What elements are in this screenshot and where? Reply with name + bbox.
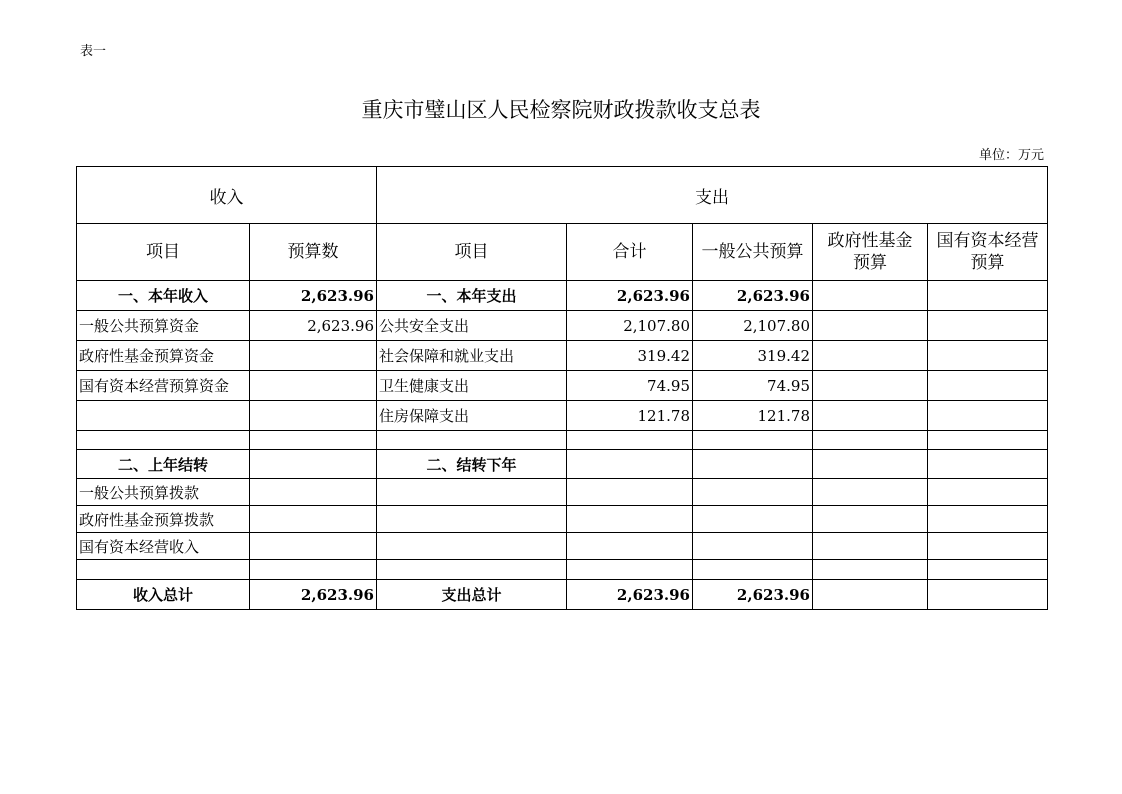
gov-fund-cell xyxy=(813,580,928,610)
gov-fund-cell xyxy=(813,533,928,560)
total-cell: 2,623.96 xyxy=(567,281,693,311)
state-capital-cell xyxy=(928,401,1048,431)
expense-item-cell: 支出总计 xyxy=(377,580,567,610)
income-value-cell xyxy=(250,431,377,450)
gov-fund-cell xyxy=(813,479,928,506)
total-cell xyxy=(567,560,693,580)
income-item-cell: 政府性基金预算拨款 xyxy=(77,506,250,533)
state-capital-cell xyxy=(928,371,1048,401)
budget-summary-table xyxy=(76,166,1048,610)
income-item-cell xyxy=(77,401,250,431)
total-cell: 2,623.96 xyxy=(567,580,693,610)
income-item-cell: 一般公共预算资金 xyxy=(77,311,250,341)
income-value-cell: 2,623.96 xyxy=(250,311,377,341)
header-row-sections xyxy=(77,167,1048,224)
table-row xyxy=(77,450,1048,479)
state-capital-cell xyxy=(928,533,1048,560)
total-cell: 121.78 xyxy=(567,401,693,431)
income-item-cell xyxy=(77,560,250,580)
table-row xyxy=(77,371,1048,401)
total-cell xyxy=(567,450,693,479)
income-value-cell xyxy=(250,401,377,431)
state-capital-cell xyxy=(928,560,1048,580)
table-row xyxy=(77,401,1048,431)
table-number-label: 表一 xyxy=(80,44,107,59)
income-value-cell xyxy=(250,479,377,506)
expense-item-cell: 社会保障和就业支出 xyxy=(377,341,567,371)
unit-label: 单位：万元 xyxy=(978,148,1044,163)
general-cell xyxy=(693,533,813,560)
income-value-cell xyxy=(250,533,377,560)
general-cell xyxy=(693,450,813,479)
col-gov-fund-line2: 预算 xyxy=(853,253,887,273)
total-cell xyxy=(567,479,693,506)
expense-item-cell xyxy=(377,479,567,506)
income-section-header: 收入 xyxy=(77,167,377,224)
gov-fund-cell xyxy=(813,560,928,580)
table-row xyxy=(77,281,1048,311)
state-capital-cell xyxy=(928,311,1048,341)
state-capital-cell xyxy=(928,479,1048,506)
general-cell xyxy=(693,560,813,580)
income-item-cell: 收入总计 xyxy=(77,580,250,610)
gov-fund-cell xyxy=(813,281,928,311)
state-capital-cell xyxy=(928,341,1048,371)
general-cell: 74.95 xyxy=(693,371,813,401)
total-cell: 2,107.80 xyxy=(567,311,693,341)
gov-fund-cell xyxy=(813,401,928,431)
expense-item-cell xyxy=(377,560,567,580)
col-income-item: 项目 xyxy=(77,224,250,281)
total-cell: 74.95 xyxy=(567,371,693,401)
expense-section-header: 支出 xyxy=(377,167,1048,224)
state-capital-cell xyxy=(928,580,1048,610)
table-row xyxy=(77,341,1048,371)
header-row-columns xyxy=(77,224,1048,281)
expense-item-cell xyxy=(377,431,567,450)
col-gov-fund xyxy=(813,224,928,281)
income-value-cell xyxy=(250,371,377,401)
income-item-cell xyxy=(77,431,250,450)
state-capital-cell xyxy=(928,450,1048,479)
general-cell: 121.78 xyxy=(693,401,813,431)
expense-item-cell: 住房保障支出 xyxy=(377,401,567,431)
income-item-cell: 二、上年结转 xyxy=(77,450,250,479)
income-item-cell: 国有资本经营预算资金 xyxy=(77,371,250,401)
total-cell: 319.42 xyxy=(567,341,693,371)
col-income-budget: 预算数 xyxy=(250,224,377,281)
table-row xyxy=(77,311,1048,341)
general-cell xyxy=(693,506,813,533)
expense-item-cell xyxy=(377,533,567,560)
page-title: 重庆市璧山区人民检察院财政拨款收支总表 xyxy=(361,98,761,122)
col-expense-item: 项目 xyxy=(377,224,567,281)
table-row xyxy=(77,533,1048,560)
income-value-cell: 2,623.96 xyxy=(250,281,377,311)
gov-fund-cell xyxy=(813,341,928,371)
table-row xyxy=(77,506,1048,533)
general-cell: 2,107.80 xyxy=(693,311,813,341)
state-capital-cell xyxy=(928,281,1048,311)
col-state-capital-line1: 国有资本经营 xyxy=(936,231,1039,251)
general-cell xyxy=(693,479,813,506)
income-value-cell xyxy=(250,450,377,479)
gov-fund-cell xyxy=(813,311,928,341)
expense-item-cell: 公共安全支出 xyxy=(377,311,567,341)
income-item-cell: 一、本年收入 xyxy=(77,281,250,311)
table-row-total xyxy=(77,580,1048,610)
col-general-budget: 一般公共预算 xyxy=(693,224,813,281)
expense-item-cell xyxy=(377,506,567,533)
income-value-cell xyxy=(250,341,377,371)
expense-item-cell: 一、本年支出 xyxy=(377,281,567,311)
state-capital-cell xyxy=(928,431,1048,450)
col-state-capital xyxy=(928,224,1048,281)
income-value-cell xyxy=(250,506,377,533)
gov-fund-cell xyxy=(813,431,928,450)
general-cell: 2,623.96 xyxy=(693,580,813,610)
table-row xyxy=(77,431,1048,450)
col-gov-fund-line1: 政府性基金 xyxy=(827,231,913,251)
income-item-cell: 国有资本经营收入 xyxy=(77,533,250,560)
general-cell xyxy=(693,431,813,450)
income-item-cell: 一般公共预算拨款 xyxy=(77,479,250,506)
income-value-cell: 2,623.96 xyxy=(250,580,377,610)
total-cell xyxy=(567,506,693,533)
expense-item-cell: 二、结转下年 xyxy=(377,450,567,479)
table-row xyxy=(77,479,1048,506)
expense-item-cell: 卫生健康支出 xyxy=(377,371,567,401)
total-cell xyxy=(567,431,693,450)
total-cell xyxy=(567,533,693,560)
general-cell: 319.42 xyxy=(693,341,813,371)
income-value-cell xyxy=(250,560,377,580)
table-row xyxy=(77,560,1048,580)
state-capital-cell xyxy=(928,506,1048,533)
general-cell: 2,623.96 xyxy=(693,281,813,311)
income-item-cell: 政府性基金预算资金 xyxy=(77,341,250,371)
col-total: 合计 xyxy=(567,224,693,281)
gov-fund-cell xyxy=(813,450,928,479)
gov-fund-cell xyxy=(813,506,928,533)
gov-fund-cell xyxy=(813,371,928,401)
col-state-capital-line2: 预算 xyxy=(970,253,1005,273)
